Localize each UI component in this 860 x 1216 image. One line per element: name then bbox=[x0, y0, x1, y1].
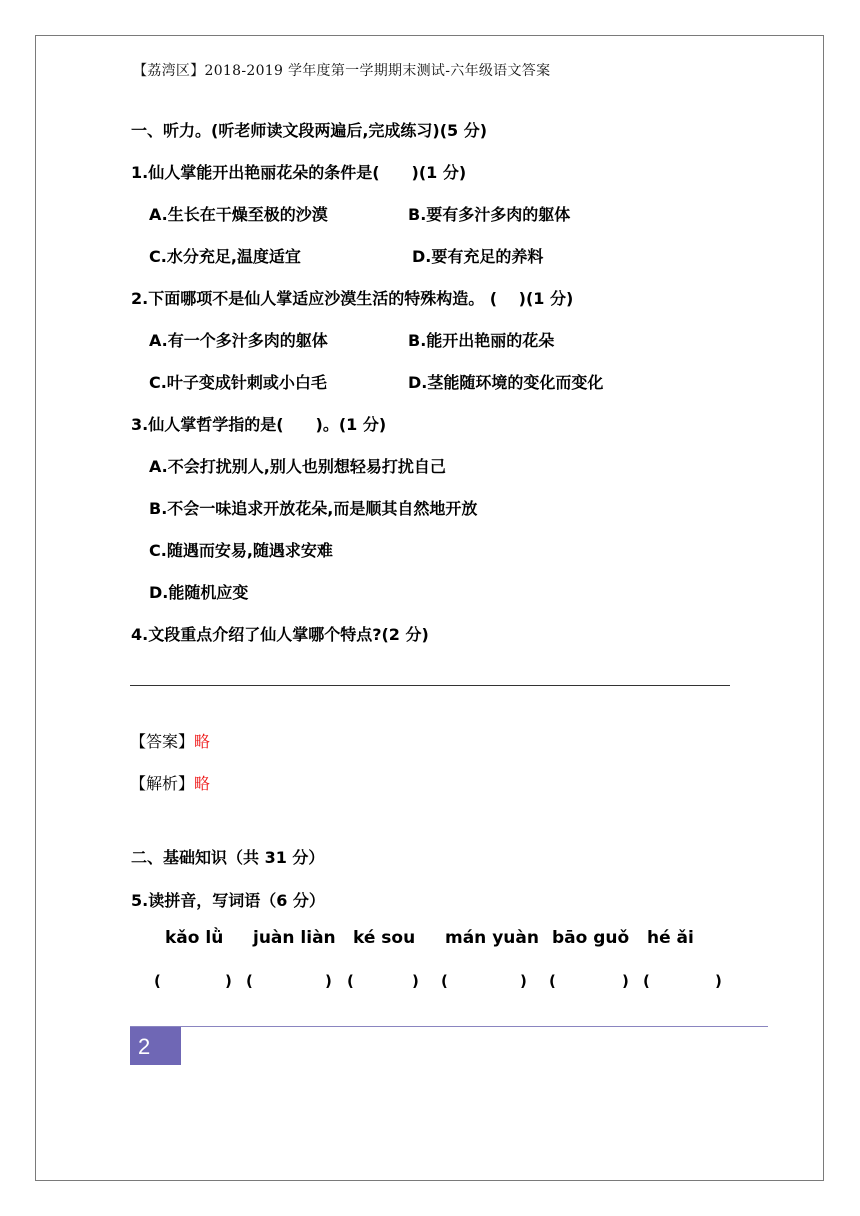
q1-option-b: B.要有多汁多肉的躯体 bbox=[408, 205, 571, 224]
pinyin-4: mán yuàn bbox=[445, 928, 539, 948]
blank-1-close: ) bbox=[225, 972, 232, 990]
page-number-badge: 2 bbox=[130, 1027, 181, 1065]
q3-option-a: A.不会打扰别人,别人也别想轻易打扰自己 bbox=[149, 457, 446, 476]
q2-option-c: C.叶子变成针刺或小白毛 bbox=[149, 373, 327, 392]
blank-3-close: ) bbox=[412, 972, 419, 990]
question-5: 5.读拼音，写词语（6 分） bbox=[131, 891, 325, 910]
q2-option-a: A.有一个多汁多肉的躯体 bbox=[149, 331, 328, 350]
question-1: 1.仙人掌能开出艳丽花朵的条件是( )(1 分) bbox=[131, 163, 467, 182]
q1-option-c: C.水分充足,温度适宜 bbox=[149, 247, 301, 266]
analysis-value: 略 bbox=[194, 774, 211, 793]
blank-5-open: ( bbox=[549, 972, 556, 990]
answer-row bbox=[130, 729, 210, 752]
blank-6-open: ( bbox=[643, 972, 650, 990]
question-4: 4.文段重点介绍了仙人掌哪个特点?(2 分) bbox=[131, 625, 429, 644]
q2-option-b: B.能开出艳丽的花朵 bbox=[408, 331, 555, 350]
footer-divider bbox=[130, 1026, 768, 1027]
answer-label: 【答案】 bbox=[130, 732, 195, 751]
blank-2-open: ( bbox=[246, 972, 253, 990]
pinyin-6: hé ǎi bbox=[647, 928, 694, 948]
pinyin-3: ké sou bbox=[353, 928, 416, 948]
answer-line bbox=[130, 685, 730, 686]
q2-option-d: D.茎能随环境的变化而变化 bbox=[408, 373, 604, 392]
blank-2-close: ) bbox=[325, 972, 332, 990]
pinyin-5: bāo guǒ bbox=[552, 928, 630, 948]
blank-1-open: ( bbox=[154, 972, 161, 990]
question-3: 3.仙人掌哲学指的是( )。(1 分) bbox=[131, 415, 387, 434]
blank-4-close: ) bbox=[520, 972, 527, 990]
q1-option-a: A.生长在干燥至极的沙漠 bbox=[149, 205, 328, 224]
analysis-row bbox=[130, 771, 210, 794]
blank-4-open: ( bbox=[441, 972, 448, 990]
question-2: 2.下面哪项不是仙人掌适应沙漠生活的特殊构造。 ( )(1 分) bbox=[131, 289, 574, 308]
section-heading-listening: 一、听力。(听老师读文段两遍后,完成练习)(5 分) bbox=[131, 121, 488, 140]
blank-3-open: ( bbox=[347, 972, 354, 990]
document-header: 【荔湾区】2018-2019 学年度第一学期期末测试-六年级语文答案 bbox=[133, 63, 551, 79]
blank-5-close: ) bbox=[622, 972, 629, 990]
q3-option-c: C.随遇而安易,随遇求安难 bbox=[149, 541, 333, 560]
q3-option-d: D.能随机应变 bbox=[149, 583, 249, 602]
blank-6-close: ) bbox=[715, 972, 722, 990]
q3-option-b: B.不会一味追求开放花朵,而是顺其自然地开放 bbox=[149, 499, 478, 518]
analysis-label: 【解析】 bbox=[130, 774, 195, 793]
pinyin-2: juàn liàn bbox=[253, 928, 336, 948]
q1-option-d: D.要有充足的养料 bbox=[412, 247, 544, 266]
answer-value: 略 bbox=[194, 732, 211, 751]
section-heading-basics: 二、基础知识（共 31 分） bbox=[131, 848, 325, 867]
pinyin-1: kǎo lǜ bbox=[165, 928, 224, 948]
